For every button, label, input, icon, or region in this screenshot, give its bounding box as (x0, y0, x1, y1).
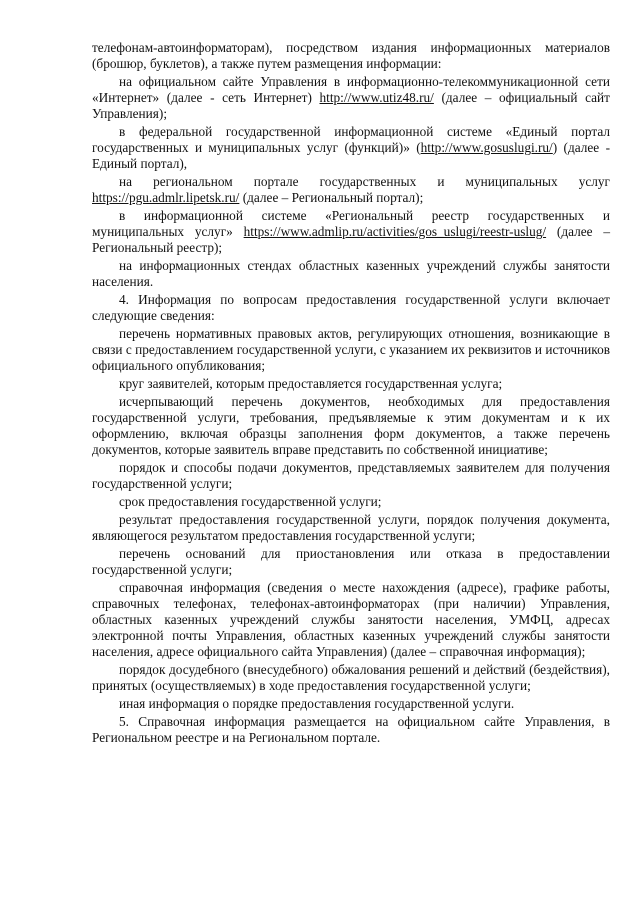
paragraph-regional-portal (92, 174, 610, 206)
paragraph: срок предоставления государственной услуги; (119, 493, 382, 509)
paragraph-text: (далее – официальный сайт Управления); (92, 90, 610, 122)
paragraph: круг заявителей, которым предоставляется государственная услуга; (119, 376, 503, 392)
paragraph: перечень нормативных правовых актов, регулирующих отношения, возникающие в связи с предоставлением государственной услуги, с указанием их реквизитов и источников официального опубликования; (92, 325, 610, 374)
paragraph-text: ) (далее - Единый портал), (92, 140, 610, 172)
paragraph-text: на официальном сайте Управления в информационно-телекоммуникационной сети «Интернет» (далее - сеть Интернет) (92, 73, 610, 106)
paragraph: 5. Справочная информация размещается на официальном сайте Управления, в Региональном реестре и на Региональном портале. (92, 713, 610, 745)
paragraph: телефонам-автоинформаторам), посредством издания информационных материалов (брошюр, буклетов), а также путем размещения информации: (92, 40, 610, 72)
paragraph-unified-portal (92, 124, 610, 173)
paragraph: на информационных стендах областных казенных учреждений службы занятости населения. (92, 258, 610, 290)
paragraph-text: в информационной системе «Региональный реестр государственных и муниципальных услуг» (92, 208, 610, 240)
paragraph: порядок досудебного (внесудебного) обжалования решений и действий (бездействия), принятых (осуществляемых) в ходе предоставления государственной услуги; (92, 662, 610, 694)
paragraph: порядок и способы подачи документов, представляемых заявителем для получения государственной услуги; (92, 460, 610, 492)
paragraph: иная информация о порядке предоставления государственной услуги. (119, 695, 515, 711)
paragraph-text: на региональном портале государственных и муниципальных услуг (119, 174, 610, 190)
paragraph: исчерпывающий перечень документов, необходимых для предоставления государственной услуги, требования, предъявляемые к этим документам и к их оформлению, включая образцы заполнения форм документов, а также перечень документов, которые заявитель вправе представить по собственной инициативе; (92, 393, 610, 458)
regional-registry-link[interactable]: https://www.admlip.ru/activities/gos_uslugi/reestr-uslug/ (243, 224, 547, 240)
paragraph-official-site (92, 74, 610, 123)
paragraph-text: (далее – Региональный реестр); (92, 224, 610, 256)
unified-portal-link[interactable]: http://www.gosuslugi.ru/ (420, 140, 553, 156)
paragraph: перечень оснований для приостановления или отказа в предоставлении государственной услуги; (92, 545, 610, 577)
paragraph-regional-registry (92, 208, 610, 257)
paragraph: 4. Информация по вопросам предоставления государственной услуги включает следующие сведения: (92, 292, 610, 324)
paragraph-text: (далее – Региональный портал); (239, 190, 424, 206)
paragraph-text: в федеральной государственной информационной системе «Единый портал государственных и муниципальных услуг (функций)» ( (92, 124, 610, 156)
regional-portal-link[interactable]: https://pgu.admlr.lipetsk.ru/ (92, 190, 240, 206)
official-site-link[interactable]: http://www.utiz48.ru/ (319, 90, 434, 106)
paragraph: результат предоставления государственной услуги, порядок получения документа, являющегося результатом предоставления государственной услуги; (92, 511, 610, 543)
paragraph: справочная информация (сведения о месте нахождения (адресе), графике работы, справочных телефонах, телефонах-автоинформаторах (при наличии) Управления, областных казенных учреждений службы занятости населения, УМФЦ, адресах электронной почты Управления, областных казенных учреждений службы занятости населения, адресе официального сайта Управления) (далее – справочная информация); (92, 579, 610, 660)
